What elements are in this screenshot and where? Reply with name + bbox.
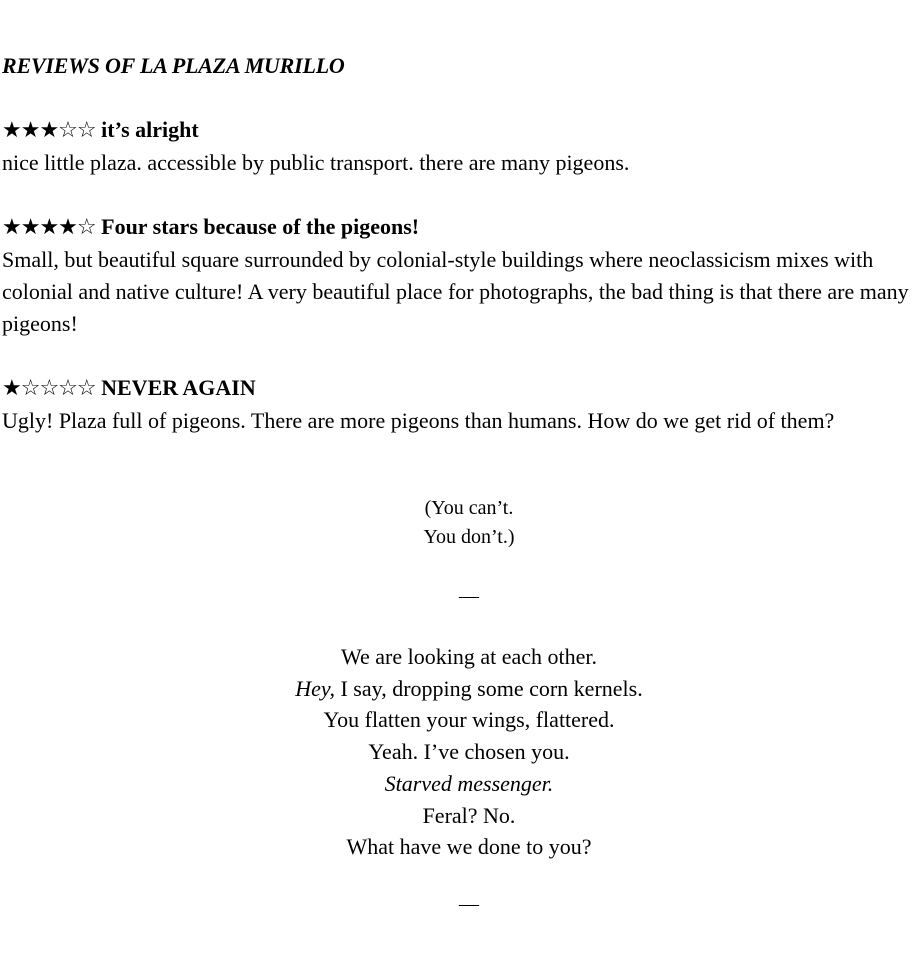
poem-line-italic: Starved messenger. xyxy=(384,770,554,796)
poem-line xyxy=(0,673,916,705)
poem-stanza xyxy=(0,641,916,863)
review-header xyxy=(2,372,914,405)
page-title: REVIEWS OF LA PLAZA MURILLO xyxy=(2,53,345,78)
star-rating-icon: ★★★☆☆ xyxy=(2,118,96,143)
review-title: NEVER AGAIN xyxy=(101,375,256,400)
section-divider: — xyxy=(459,585,479,607)
review-text: nice little plaza. accessible by public transport. there are many pigeons. xyxy=(2,150,630,175)
aside-line: (You can’t. xyxy=(424,497,514,519)
poem-italic-word: Hey, xyxy=(295,675,335,701)
poem-line: We are looking at each other. xyxy=(340,644,597,669)
review-text: Small, but beautiful square surrounded by colonial-style buildings where neoclassicism mixes with colonial and native culture! A very beautiful place for photographs, the bad thing is that there are many pigeons! xyxy=(2,247,909,336)
review-text: Ugly! Plaza full of pigeons. There are more pigeons than humans. How do we get rid of them? xyxy=(2,408,835,433)
poem-line: Feral? No. xyxy=(422,802,516,828)
poem-line: You flatten your wings, flattered. xyxy=(323,707,615,733)
review-item xyxy=(2,372,914,437)
reviews-section xyxy=(2,50,914,469)
star-rating-icon: ★☆☆☆☆ xyxy=(2,376,96,401)
poem-line: Yeah. I’ve chosen you. xyxy=(368,739,570,765)
star-rating-icon: ★★★★☆ xyxy=(2,215,96,240)
poem-line-rest: I say, dropping some corn kernels. xyxy=(334,675,643,701)
review-header xyxy=(2,211,914,244)
aside-line: You don’t.) xyxy=(423,526,515,548)
poem-aside xyxy=(0,494,916,552)
review-title: it’s alright xyxy=(101,117,199,142)
poem-line: What have we done to you? xyxy=(346,834,592,860)
section-divider: — xyxy=(459,893,479,915)
review-item xyxy=(2,211,914,340)
review-header xyxy=(2,114,914,147)
review-title: Four stars because of the pigeons! xyxy=(101,214,420,239)
review-item xyxy=(2,114,914,179)
